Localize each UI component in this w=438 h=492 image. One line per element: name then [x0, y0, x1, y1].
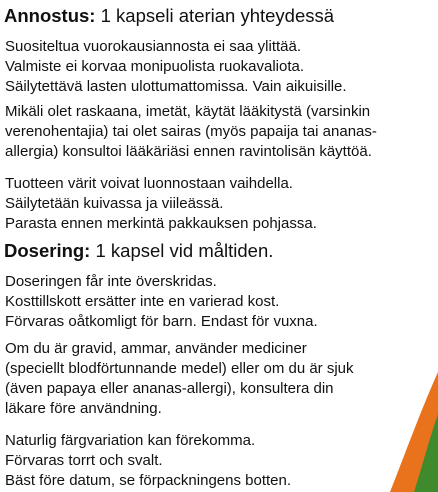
fi-dosage-heading	[4, 5, 334, 27]
fi-usage-line: Säilytettävä lasten ulottumattomissa. Vain aikuisille.	[5, 78, 347, 95]
sv-dosage-heading	[4, 240, 273, 262]
fi-dosage-label: Annostus:	[4, 5, 96, 26]
fi-storage-paragraph	[5, 174, 317, 234]
fi-usage-line: Suositeltua vuorokausiannosta ei saa ylittää.	[5, 38, 302, 55]
fi-warning-line: allergia) konsultoi lääkäriäsi ennen ravintolisän käyttöä.	[5, 143, 372, 160]
sv-storage-line: Förvaras torrt och svalt.	[5, 452, 163, 469]
fi-warning-line: verenohentajia) tai olet sairas (myös papaija tai ananas-	[5, 123, 377, 140]
fi-usage-paragraph	[5, 37, 347, 97]
fi-dosage-text: 1 kapseli aterian yhteydessä	[95, 5, 335, 26]
sv-storage-paragraph	[5, 431, 291, 491]
sv-usage-line: Kosttillskott ersätter inte en varierad kost.	[5, 293, 280, 310]
sv-dosage-text: 1 kapsel vid måltiden.	[90, 240, 274, 261]
sv-storage-line: Bäst före datum, se förpackningens botten.	[5, 472, 292, 489]
corner-swoosh-decoration	[368, 372, 438, 492]
sv-warning-line: (även papaya eller ananas-allergi), konsultera din	[5, 380, 334, 397]
fi-usage-line: Valmiste ei korvaa monipuolista ruokavaliota.	[5, 58, 305, 75]
sv-usage-line: Förvaras oåtkomligt för barn. Endast för vuxna.	[5, 313, 318, 330]
sv-warning-line: Om du är gravid, ammar, använder mediciner	[5, 340, 307, 357]
sv-warning-paragraph	[5, 339, 354, 419]
sv-storage-line: Naturlig färgvariation kan förekomma.	[5, 432, 256, 449]
fi-storage-line: Tuotteen värit voivat luonnostaan vaihdella.	[5, 175, 293, 192]
fi-warning-paragraph	[5, 102, 377, 162]
fi-storage-line: Parasta ennen merkintä pakkauksen pohjassa.	[5, 215, 317, 232]
fi-warning-line: Mikäli olet raskaana, imetät, käytät lääkitystä (varsinkin	[5, 103, 371, 120]
sv-dosage-label: Dosering:	[4, 240, 91, 261]
fi-storage-line: Säilytetään kuivassa ja viileässä.	[5, 195, 224, 212]
sv-usage-line: Doseringen får inte överskridas.	[5, 273, 217, 290]
sv-warning-line: (speciellt blodförtunnande medel) eller om du är sjuk	[5, 360, 354, 377]
sv-usage-paragraph	[5, 272, 318, 332]
sv-warning-line: läkare före användning.	[5, 400, 162, 417]
